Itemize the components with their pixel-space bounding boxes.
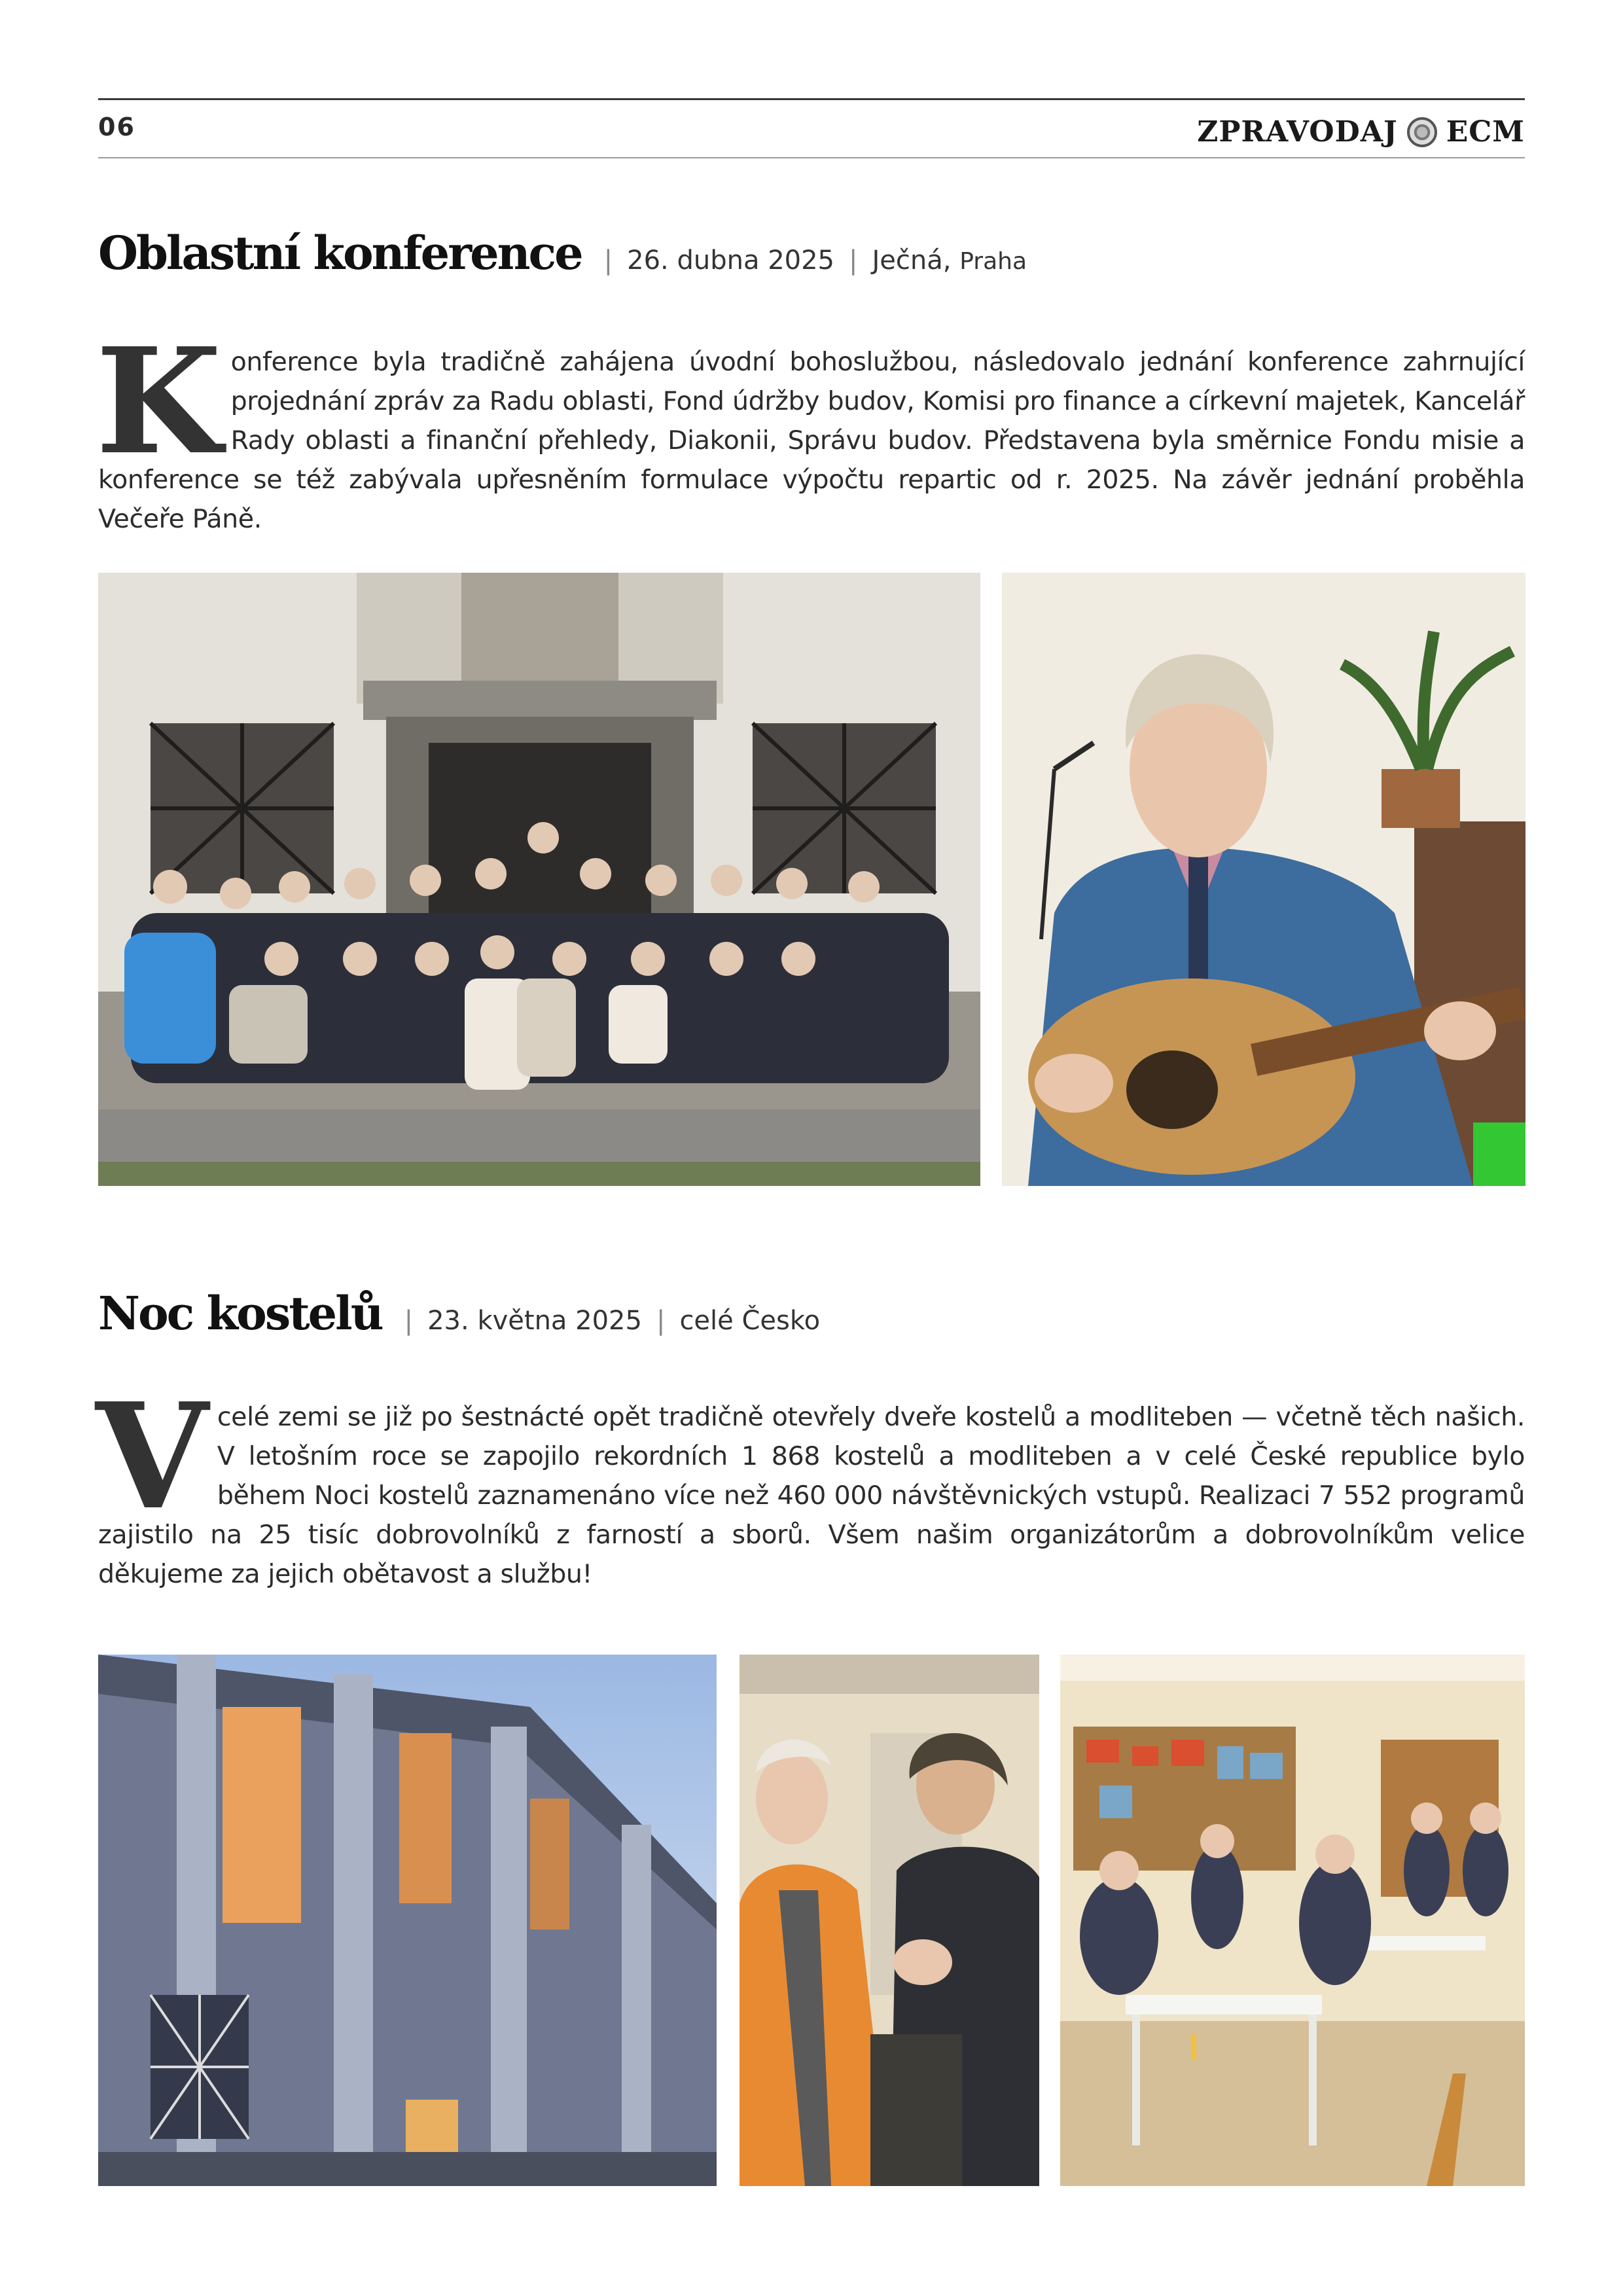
section2-title: Noc kostelů bbox=[98, 1286, 382, 1340]
photo-community-room bbox=[1060, 1655, 1525, 2186]
masthead bbox=[1197, 115, 1525, 149]
section1-place bbox=[872, 245, 1027, 276]
photo-two-women bbox=[740, 1655, 1039, 2186]
church-seal-icon bbox=[1407, 117, 1437, 147]
photo-church-building bbox=[98, 1655, 717, 2186]
masthead-abbrev: ECM bbox=[1446, 115, 1525, 149]
section1-body: onference byla tradičně zahájena úvodní bohoslužbou, následovalo jednání konference zahrnující projednání zpráv za Radu oblasti, Fond údržby budov, Komisi pro finance a církevní majetek, Kancelář Rady oblasti a finanční přehledy, Diakonii, Správu budov. Představena byla směrnice Fondu misie a konference se též zabývala upřesněním formulace výpočtu repartic od r. 2025. Na závěr jednání proběhla Večeře Páně. bbox=[98, 347, 1525, 534]
header-bottom-rule bbox=[98, 157, 1525, 158]
photo-group-conference bbox=[98, 573, 980, 1186]
photo-guitarist bbox=[1002, 573, 1525, 1186]
header-top-rule bbox=[98, 98, 1525, 100]
page-number: 06 bbox=[98, 113, 135, 141]
section1-title: Oblastní konference bbox=[98, 226, 582, 280]
separator: | bbox=[849, 245, 858, 276]
separator: | bbox=[656, 1306, 666, 1336]
separator: | bbox=[603, 245, 613, 276]
section1-heading bbox=[98, 226, 1027, 280]
section1-dropcap: K bbox=[96, 317, 222, 487]
section1-date: 26. dubna 2025 bbox=[627, 245, 834, 276]
section2-dropcap: V bbox=[96, 1372, 208, 1542]
section1-text bbox=[96, 317, 1525, 539]
section2-heading bbox=[98, 1286, 820, 1340]
separator: | bbox=[404, 1306, 414, 1336]
section2-date: 23. května 2025 bbox=[427, 1306, 642, 1336]
section2-text bbox=[96, 1372, 1525, 1594]
section2-place: celé Česko bbox=[679, 1306, 821, 1336]
place-main: Ječná, bbox=[872, 245, 952, 276]
place-sub: Praha bbox=[959, 248, 1027, 275]
section2-body: celé zemi se již po šestnácté opět tradičně otevřely dveře kostelů a modliteben — včetně těch našich. V letošním roce se zapojilo rekordních 1 868 kostelů a modliteben a v celé České republice bylo během Noci kostelů zaznamenáno více než 460 000 návštěvnických vstupů. Realizaci 7 552 programů zajistilo na 25 tisíc dobrovolníků z farností a sborů. Všem našim organizátorům a dobrovolníkům velice děkujeme za jejich obětavost a službu! bbox=[98, 1402, 1525, 1589]
masthead-title: ZPRAVODAJ bbox=[1197, 115, 1398, 149]
